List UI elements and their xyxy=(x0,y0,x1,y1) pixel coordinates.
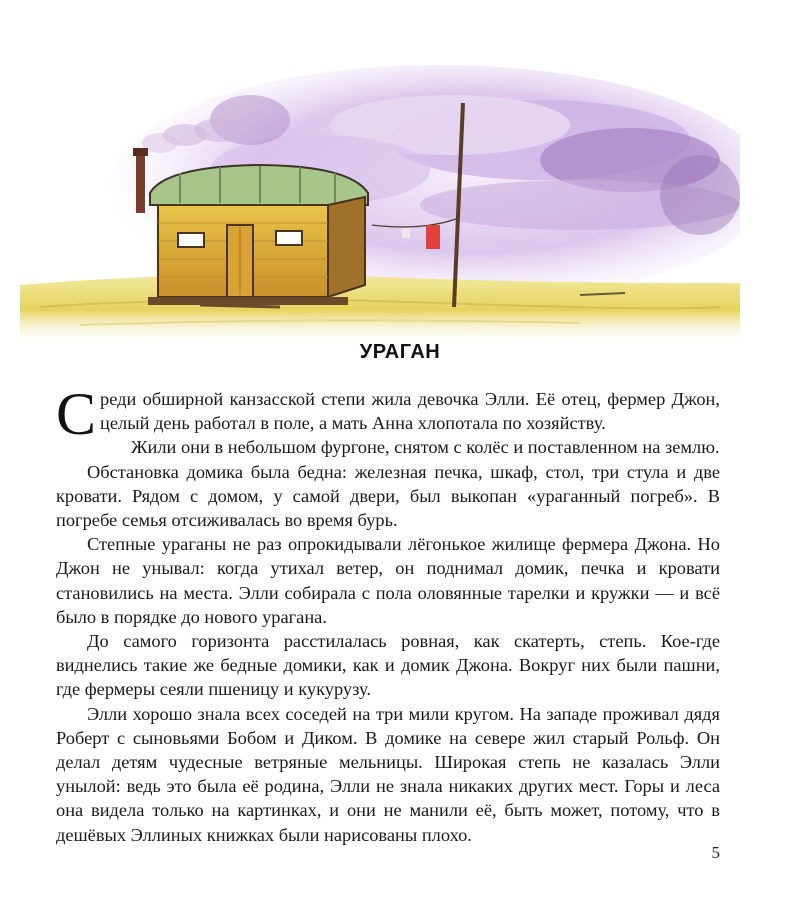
chapter-illustration xyxy=(20,45,740,345)
paragraph-1-text: реди обширной канзасской степи жила девочка Элли. Её отец, фермер Джон, целый день работал в поле, а мать Анна хлопотала по хозяйству. xyxy=(100,389,720,434)
page-number: 5 xyxy=(711,843,720,862)
prairie-wagon-house-illustration xyxy=(20,45,740,345)
prairie-ground xyxy=(20,275,740,345)
chapter-title: УРАГАН xyxy=(359,341,441,363)
paragraph-6: Элли хорошо знала всех соседей на три мили кругом. На западе проживал дядя Роберт с сыновьями Бобом и Диком. В домике на севере жил старый Рольф. Он делал детям чудесные ветряные мельницы. Широкая степь не казалась Элли унылой: ведь это была её родина, Элли не знала никаких других мест. Горы и леса она видела только на картинках, и они не манили её, быть может, потому, что в дешёвых Эллиных книжках были нарисованы плохо. xyxy=(56,703,720,845)
paragraph-1 xyxy=(56,381,720,447)
paragraph-2: Жили они в небольшом фургоне, снятом с колёс и поставленном на землю. xyxy=(131,437,720,458)
story-text xyxy=(56,381,720,847)
paragraph-4: Степные ураганы не раз опрокидывали лёгонькое жилище фермера Джона. Но Джон не унывал: когда утихал ветер, он поднимал домик, печка и кровати становились на места. Элли собирала с пола оловянные тарелки и кружки — и всё было в порядке до нового урагана. xyxy=(56,534,720,627)
laundry-shirt xyxy=(426,225,440,249)
paragraph-5: До самого горизонта расстилалась ровная, как скатерть, степь. Кое-где виднелись такие же бедные домики, как и домик Джона. Вокруг них были пашни, где фермеры сеяли пшеницу и кукурузу. xyxy=(56,631,720,700)
drop-cap: С xyxy=(56,381,97,447)
paragraph-3: Обстановка домика была бедна: железная печка, шкаф, стол, три стула и две кровати. Рядом с домом, у самой двери, был выкопан «ураганный погреб». В погребе семья отсиживалась во время бурь. xyxy=(56,461,720,531)
